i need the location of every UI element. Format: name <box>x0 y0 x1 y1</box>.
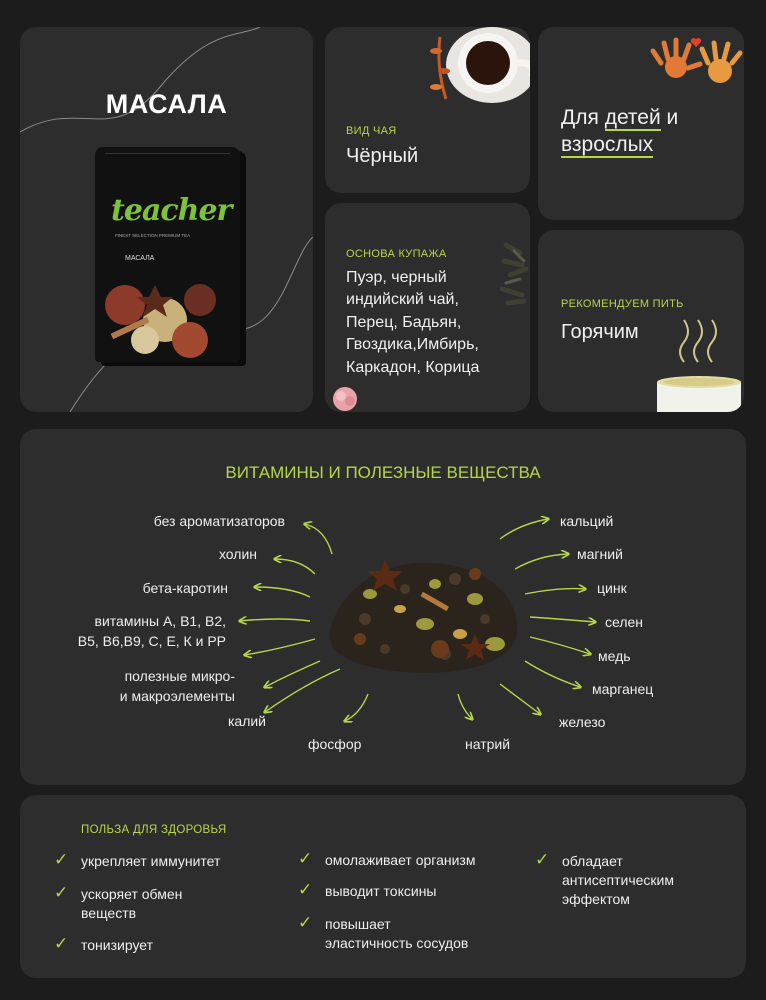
vitamin-label-right: магний <box>577 546 623 562</box>
tea-pack-image <box>95 147 240 362</box>
vitamin-line: витамины А, В1, В2, <box>94 613 226 629</box>
vitamin-label-left <box>120 666 235 707</box>
benefit-line: веществ <box>81 904 137 921</box>
benefit-line: эффектом <box>562 890 630 907</box>
blend-line: Гвоздика,Имбирь, <box>346 336 479 354</box>
spice-illustration <box>95 265 240 362</box>
vitamin-label-bottom: фосфор <box>308 736 362 752</box>
vitamin-label-right: марганец <box>592 681 654 697</box>
checkmark-icon: ✓ <box>298 849 313 868</box>
serve-card <box>538 230 744 412</box>
pack-label: МАСАЛА <box>125 255 155 262</box>
vitamin-arrows <box>20 429 746 785</box>
carnation-flower-image <box>329 385 365 412</box>
audience-highlight: детей <box>604 106 661 129</box>
vitamin-label-left <box>78 611 226 652</box>
audience-prefix: Для <box>561 106 605 129</box>
steam-icon <box>676 318 726 364</box>
product-name: МАСАЛА <box>105 89 228 119</box>
vitamin-line: и макроэлементы <box>119 688 235 705</box>
checkmark-icon: ✓ <box>54 934 69 953</box>
blend-text <box>346 267 479 379</box>
brand-logo: teacher <box>111 193 232 228</box>
blend-line: Перец, Бадьян, <box>346 313 462 331</box>
checkmark-icon: ✓ <box>54 883 69 902</box>
tea-cup-image <box>655 376 744 412</box>
vitamins-title: ВИТАМИНЫ И ПОЛЕЗНЫЕ ВЕЩЕСТВА <box>225 463 541 482</box>
tea-type-card <box>325 27 530 193</box>
audience-card <box>538 27 744 220</box>
benefit-item <box>81 885 182 923</box>
benefit-item: омолаживает организм <box>325 852 476 868</box>
tea-type-value: Чёрный <box>346 145 419 167</box>
vitamin-label-left: холин <box>218 546 257 562</box>
vitamin-label-left: калий <box>227 713 266 729</box>
blend-label: ОСНОВА КУПАЖА <box>346 248 447 260</box>
vitamin-label-left: бета-каротин <box>142 580 228 596</box>
vitamin-line: В5, В6,В9, С, Е, К и РР <box>77 633 226 650</box>
blend-card <box>325 203 530 412</box>
vitamin-label-right: железо <box>559 714 606 730</box>
brand-tagline: FINEST SELECTION PREMIUM TEA <box>115 233 191 238</box>
benefit-line: антисептическим <box>562 871 674 888</box>
blend-line: индийский чай, <box>346 291 459 309</box>
vitamin-label-left: без ароматизаторов <box>153 513 285 529</box>
benefit-item: укрепляет иммунитет <box>81 853 221 869</box>
checkmark-icon: ✓ <box>54 850 69 869</box>
benefit-line: обладает <box>562 853 623 869</box>
benefit-item <box>562 852 674 909</box>
tea-type-label: ВИД ЧАЯ <box>346 125 397 137</box>
vitamins-card <box>20 429 746 785</box>
benefit-item: выводит токсины <box>325 883 437 899</box>
vitamin-label-right: кальций <box>560 513 614 529</box>
checkmark-icon: ✓ <box>535 850 550 869</box>
audience-text <box>561 104 678 159</box>
audience-line2: взрослых <box>561 133 654 157</box>
hands-icon <box>646 27 744 83</box>
blend-line: Каркадон, Корица <box>346 358 480 376</box>
product-card <box>20 27 313 412</box>
health-card <box>20 795 746 978</box>
vitamin-label-right: медь <box>598 648 631 664</box>
benefit-item <box>325 915 468 953</box>
serve-label: РЕКОМЕНДУЕМ ПИТЬ <box>561 298 684 310</box>
vitamin-label-bottom: натрий <box>465 736 511 752</box>
benefit-line: эластичность сосудов <box>325 934 469 951</box>
pack-top-seal <box>105 153 230 157</box>
vitamin-line: полезные микро- <box>124 668 235 684</box>
benefit-line: повышает <box>325 916 391 932</box>
health-title: ПОЛЬЗА ДЛЯ ЗДОРОВЬЯ <box>81 824 227 836</box>
tea-leaves-image <box>500 239 530 319</box>
vitamin-label-right: селен <box>605 614 644 630</box>
audience-suffix: и <box>660 106 679 129</box>
serve-value: Горячим <box>561 321 639 343</box>
benefit-item: тонизирует <box>81 937 154 953</box>
benefit-line: ускоряет обмен <box>81 886 183 902</box>
checkmark-icon: ✓ <box>298 913 313 932</box>
blend-line: Пуэр, черный <box>346 269 447 286</box>
coffee-cup-image <box>430 27 530 112</box>
vitamin-label-right: цинк <box>597 580 627 596</box>
checkmark-icon: ✓ <box>298 880 313 899</box>
